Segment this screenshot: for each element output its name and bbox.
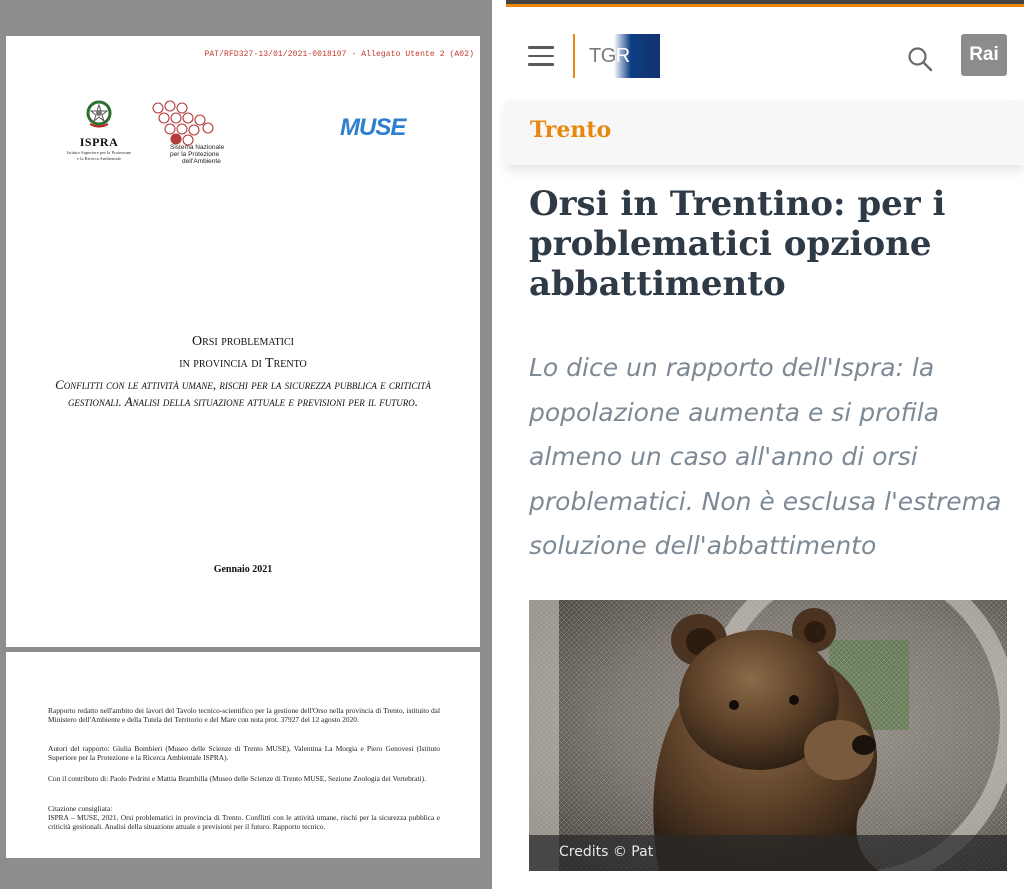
snpa-line1: Sistema Nazionale	[170, 144, 225, 151]
report-authors: Autori del rapporto: Giulia Bombieri (Museo delle Scienze di Trento MUSE), Valentina La Morgia e Piero Genovesi (Istituto Superiore per la Protezione e la Ricerca Ambientale ISPRA).	[48, 744, 440, 763]
ispra-name: ISPRA	[79, 135, 119, 149]
muse-logo	[334, 114, 426, 154]
top-accent-strip	[506, 4, 1024, 7]
hexagon-network-icon	[150, 100, 220, 146]
photo-credits: Credits © Pat	[559, 844, 654, 860]
ispra-sub-line1: Istituto Superiore per la Protezione	[66, 150, 132, 155]
citation-text: ISPRA – MUSE, 2021. Orsi problematici in provincia di Trento. Conflitti con le attività umane, rischi per la sicurezza pubblica e criticità gestionali. Analisi della situazione attuale e previsioni per il futuro. Rapporto tecnico.	[48, 813, 440, 832]
doc-title-line1: Orsi problematici	[192, 334, 294, 349]
ispra-logo	[54, 98, 144, 161]
article-photo	[529, 600, 1007, 871]
rai-logo[interactable]: Rai	[961, 34, 1007, 76]
report-context: Rapporto redatto nell'ambito dei lavori del Tavolo tecnico-scientifico per la gestione dell'Orso nella provincia di Trento, istituito dal Ministero dell'Ambiente e della Tutela del Territorio e del Mare con nota prot. 37927 del 12 agosto 2020.	[48, 706, 440, 725]
snpa-text	[170, 144, 224, 165]
search-icon[interactable]	[906, 45, 934, 73]
photo-credits-bar	[529, 835, 1007, 871]
region-bar	[506, 100, 1024, 165]
doc-title-line2: in provincia di Trento	[179, 356, 307, 371]
tgr-logo[interactable]	[583, 34, 660, 78]
header-separator	[573, 34, 575, 78]
panel-divider	[492, 0, 506, 889]
bear-in-trap-image	[529, 600, 1007, 871]
article-abstract: Lo dice un rapporto dell'Ispra: la popolazione aumenta e si profila almeno un caso all'anno di orsi problematici. Non è esclusa l'estrema soluzione dell'abbattimento	[529, 353, 1002, 560]
protocol-reference: PAT/RFD327-13/01/2021-0018107 - Allegato Utente 2 (A02)	[204, 50, 474, 59]
pdf-page-1	[6, 36, 480, 647]
tgr-logo-suffix: R	[615, 45, 630, 67]
snpa-line2: per la Protezione	[170, 151, 220, 158]
hamburger-menu-icon[interactable]	[528, 46, 554, 66]
tgr-logo-prefix: TG	[589, 45, 616, 67]
muse-wordmark: MUSE	[340, 114, 406, 141]
ispra-sub-line2: e la Ricerca Ambientale	[76, 155, 121, 161]
report-contributors: Con il contributo di: Paolo Pedrini e Mattia Brambilla (Museo delle Scienze di Trento MUSE, Sezione Zoologia dei Vertebrati).	[48, 774, 426, 783]
article-headline: Orsi in Trentino: per i problematici opzione abbattimento	[529, 184, 946, 304]
pdf-page-2	[6, 652, 480, 858]
doc-date: Gennaio 2021	[213, 564, 273, 575]
snpa-line3: dell'Ambiente	[182, 158, 221, 165]
snpa-logo	[148, 100, 258, 168]
italian-emblem-icon	[84, 98, 114, 130]
region-label[interactable]: Trento	[530, 117, 612, 143]
citation-label: Citazione consigliata:	[48, 804, 113, 813]
news-article-panel	[506, 0, 1024, 889]
doc-subtitle: Conflitti con le attività umane, rischi per la sicurezza pubblica e criticità gestionali. Analisi della situazione attuale e previsioni per il futuro.	[55, 377, 431, 409]
pdf-viewer-panel	[0, 0, 492, 889]
